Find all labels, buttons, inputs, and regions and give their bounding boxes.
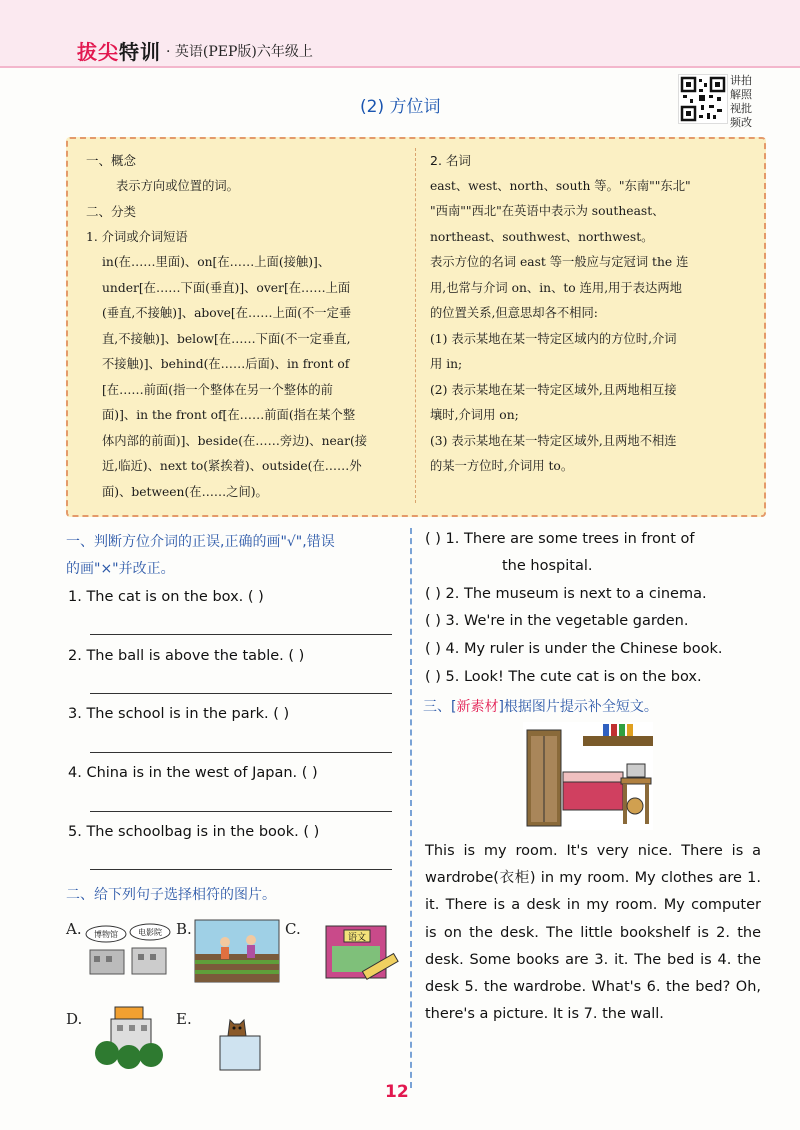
- option-label-c: C.: [285, 920, 301, 938]
- book-subject: · 英语(PEP版)六年级上: [166, 44, 313, 60]
- section-title: (2) 方位词: [360, 97, 441, 117]
- option-label-b: B.: [176, 920, 192, 938]
- part1-title-cont: 的画"×"并改正。: [66, 561, 175, 577]
- part3-title: 三、[新素材]根据图片提示补全短文。: [423, 699, 658, 715]
- picture-c-book-ruler: [318, 922, 398, 984]
- notes-heading: 2. 名词: [430, 153, 471, 168]
- notes-line: "西南""西北"在英语中表示为 southeast、: [430, 204, 665, 218]
- notes-line: 体内部的前面)]、beside(在……旁边)、near(接: [102, 433, 368, 448]
- page-number: 12: [385, 1082, 409, 1102]
- passage: This is my room. It's very nice. There is a wardrobe(衣柜) in my room. My clothes are 1. it. There is a desk in my room. My computer is on the desk. The little bookshelf is 2. the desk. Some books are 3. it. The bed is 4. the desk 5. the wardrobe. What's 6. the bed? Oh, there's a picture. It is 7. the wall.: [425, 843, 762, 1023]
- notes-line: (2) 表示某地在某一特定区域外,且两地相互接: [430, 382, 677, 397]
- notes-line: (垂直,不接触)]、above[在……上面(不一定垂: [102, 306, 352, 320]
- notes-line: 不接触)]、behind(在……后面)、in front of: [102, 357, 350, 371]
- notes-line: 的某一方位时,介词用 to。: [430, 459, 574, 473]
- answer-line-1[interactable]: [90, 634, 392, 635]
- part2-sentence-1: ( ) 1. There are some trees in front of: [425, 531, 695, 547]
- brand-logo: 拔尖特训: [77, 40, 161, 64]
- notes-line: 表示方位的名词 east 等一般应与定冠词 the 连: [430, 255, 689, 269]
- answer-line-3[interactable]: [90, 752, 392, 753]
- part2-sentence-1-cont: the hospital.: [502, 558, 593, 574]
- notes-heading: 一、概念: [86, 153, 137, 168]
- notes-line: under[在……下面(垂直)]、over[在……上面: [102, 280, 351, 295]
- notes-line: [在……前面(指一个整体在另一个整体的前: [102, 382, 333, 397]
- answer-line-4[interactable]: [90, 811, 392, 812]
- picture-a-museum-cinema: [84, 920, 174, 980]
- part2-sentence-2: ( ) 2. The museum is next to a cinema.: [425, 586, 707, 602]
- notes-line: 面)、between(在……之间)。: [102, 484, 268, 499]
- notes-line: (3) 表示某地在某一特定区域外,且两地不相连: [430, 433, 677, 448]
- option-label-d: D.: [66, 1010, 83, 1028]
- qr-caption: 讲拍解照视批频改: [730, 74, 752, 129]
- notes-line: northeast、southwest、northwest。: [430, 229, 654, 244]
- picture-room: [523, 722, 653, 830]
- answer-line-5[interactable]: [90, 869, 392, 870]
- sign-cinema: 电影院: [138, 928, 162, 937]
- new-material-tag: 新素材: [456, 699, 499, 715]
- qr-code-icon[interactable]: [678, 74, 728, 124]
- notes-right: [430, 148, 755, 480]
- part2-title: 二、给下列句子选择相符的图片。: [66, 887, 276, 903]
- part2-sentence-3: ( ) 3. We're in the vegetable garden.: [425, 613, 689, 629]
- answer-line-2[interactable]: [90, 693, 392, 694]
- option-label-e: E.: [176, 1010, 192, 1028]
- picture-d-hospital-trees: [95, 1005, 167, 1075]
- notes-line: (1) 表示某地在某一特定区域内的方位时,介词: [430, 331, 677, 346]
- notes-line: in(在……里面)、on[在……上面(接触)]、: [102, 255, 331, 269]
- notes-line: 表示方向或位置的词。: [116, 178, 239, 193]
- notes-line: 1. 介词或介词短语: [86, 229, 188, 244]
- notes-line: 的位置关系,但意思却各不相同:: [430, 306, 598, 320]
- sign-museum: 博物馆: [94, 930, 118, 939]
- part1-question-5: 5. The schoolbag is in the book. ( ): [68, 824, 320, 840]
- part1-question-4: 4. China is in the west of Japan. ( ): [68, 765, 318, 781]
- notes-divider: [415, 148, 416, 503]
- notes-heading: 二、分类: [86, 204, 137, 219]
- part2-sentence-5: ( ) 5. Look! The cute cat is on the box.: [425, 669, 702, 685]
- part1-question-2: 2. The ball is above the table. ( ): [68, 648, 305, 664]
- notes-line: 直,不接触)]、below[在……下面(不一定垂直,: [102, 331, 351, 346]
- notes-line: 近,临近)、next to(紧挨着)、outside(在……外: [102, 459, 362, 473]
- part1-question-1: 1. The cat is on the box. ( ): [68, 589, 264, 605]
- notes-line: 壤时,介词用 on;: [430, 408, 519, 422]
- part1-question-3: 3. The school is in the park. ( ): [68, 706, 290, 722]
- picture-b-garden: [195, 920, 279, 982]
- notes-line: 用 in;: [430, 357, 463, 371]
- notes-line: east、west、north、south 等。"东南""东北": [430, 178, 691, 193]
- notes-line: 用,也常与介词 on、in、to 连用,用于表达两地: [430, 280, 682, 295]
- book-title: 语文: [347, 933, 367, 943]
- notes-line: 面)]、in the front of[在……前面(指在某个整: [102, 408, 356, 422]
- notes-left: [86, 148, 404, 505]
- column-divider: [410, 528, 412, 1088]
- picture-e-cat-on-box: [212, 1010, 268, 1072]
- part1-title: 一、判断方位介词的正误,正确的画"√",错误: [66, 534, 335, 550]
- option-label-a: A.: [66, 920, 82, 938]
- part2-sentence-4: ( ) 4. My ruler is under the Chinese book.: [425, 641, 723, 657]
